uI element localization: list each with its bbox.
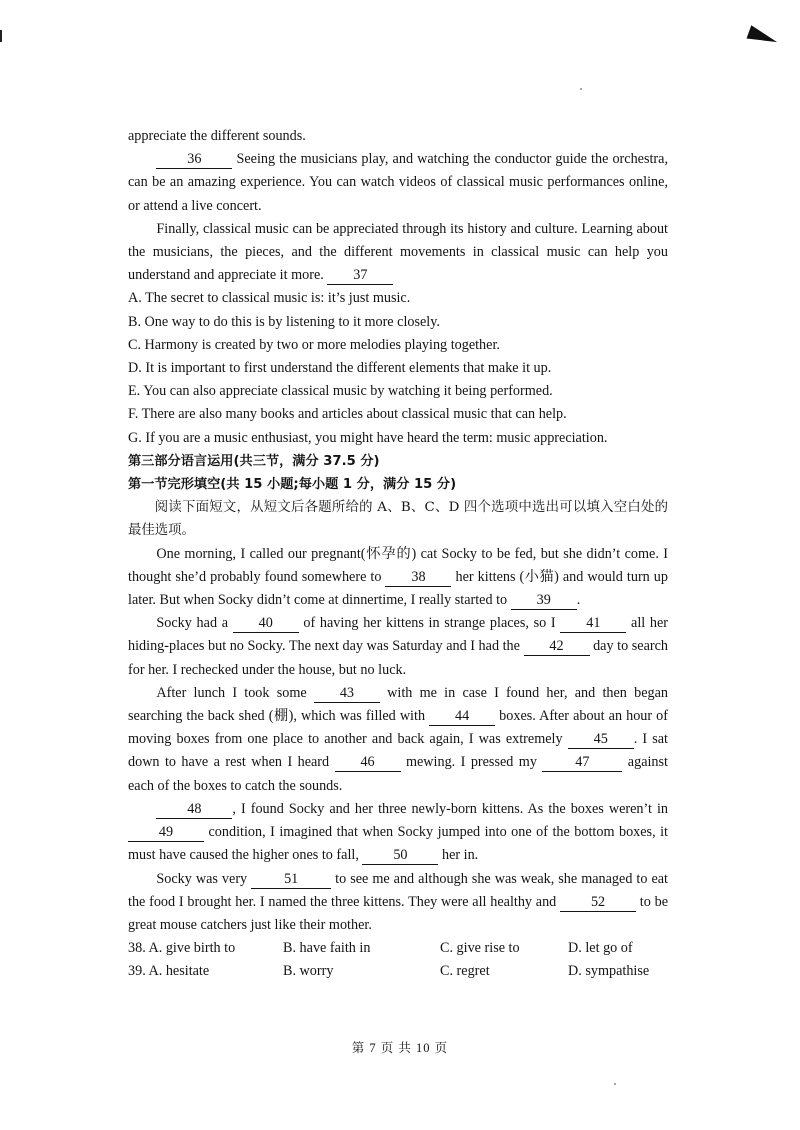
cloze-text: her in. bbox=[438, 847, 479, 864]
blank-48: 48 bbox=[156, 800, 232, 819]
paragraph-final bbox=[128, 218, 668, 288]
page-footer: 第 7 页 共 10 页 bbox=[351, 1041, 449, 1055]
blank-37: 37 bbox=[327, 266, 393, 285]
choice-row-39 bbox=[128, 960, 668, 983]
blank-52: 52 bbox=[560, 893, 636, 912]
subsection-title: 第一节完形填空(共 15 小题;每小题 1 分，满分 15 分) bbox=[128, 477, 457, 493]
blank-39: 39 bbox=[511, 591, 577, 610]
scan-edge-mark bbox=[0, 30, 2, 42]
scan-speck bbox=[614, 1083, 616, 1085]
cloze-paragraph-4 bbox=[128, 798, 668, 868]
cloze-paragraph-2 bbox=[128, 612, 668, 682]
paragraph-36 bbox=[128, 148, 668, 218]
cloze-text: Socky had a bbox=[156, 615, 233, 632]
paragraph-text: Finally, classical music can be appreciated through its history and culture. Learning about the musicians, the pieces, and the different movements in classical music can help you understand and appreciate it more. bbox=[128, 220, 668, 284]
cloze-text: mewing. I pressed my bbox=[400, 754, 543, 771]
blank-41: 41 bbox=[560, 614, 626, 633]
cloze-text: Socky was very bbox=[156, 870, 252, 887]
cloze-text: of having her kittens in strange places, so I bbox=[298, 615, 561, 632]
choice-a: 39. A. hesitate bbox=[128, 963, 210, 980]
cloze-paragraph-3 bbox=[128, 682, 668, 798]
cloze-text: day to search for her. I rechecked under the house, but no luck. bbox=[128, 638, 668, 678]
option-e: E. You can also appreciate classical music by watching it being performed. bbox=[128, 383, 553, 400]
blank-50: 50 bbox=[362, 846, 438, 865]
cloze-text: her kittens (小猫) and would turn up later. But when Socky didn’t come at dinnertime, I really started to bbox=[128, 568, 668, 609]
choice-d: D. let go of bbox=[568, 940, 633, 957]
blank-44: 44 bbox=[429, 707, 495, 726]
corner-arrow-mark bbox=[747, 25, 780, 48]
options-list bbox=[128, 287, 668, 449]
cloze-text: , I found Socky and her three newly-born kittens. As the boxes weren’t in bbox=[232, 800, 668, 817]
blank-36: 36 bbox=[156, 150, 232, 169]
option-g: G. If you are a music enthusiast, you might have heard the term: music appreciation. bbox=[128, 429, 608, 446]
blank-38: 38 bbox=[385, 568, 451, 587]
scan-speck bbox=[580, 88, 582, 90]
blank-47: 47 bbox=[542, 753, 622, 772]
blank-42: 42 bbox=[524, 637, 590, 656]
blank-51: 51 bbox=[251, 870, 331, 889]
cloze-text: to be great mouse catchers just like their mother. bbox=[128, 893, 668, 933]
page-content bbox=[128, 125, 668, 984]
choice-c: C. regret bbox=[440, 963, 490, 980]
blank-40: 40 bbox=[233, 614, 299, 633]
choice-d: D. sympathise bbox=[568, 963, 650, 980]
cloze-text: One morning, I called our pregnant(怀孕的) cat Socky to be fed, but she didn’t come. I thought she’d probably found somewhere to bbox=[128, 545, 668, 585]
cloze-paragraph-5 bbox=[128, 868, 668, 938]
option-a: A. The secret to classical music is: it’s just music. bbox=[128, 290, 411, 307]
choice-c: C. give rise to bbox=[440, 940, 520, 957]
choice-b: B. worry bbox=[283, 963, 334, 980]
option-c: C. Harmony is created by two or more melodies playing together. bbox=[128, 336, 500, 353]
passage-line: appreciate the different sounds. bbox=[128, 128, 306, 144]
blank-43: 43 bbox=[314, 684, 380, 703]
option-f: F. There are also many books and articles about classical music that can help. bbox=[128, 406, 567, 423]
choice-row-38 bbox=[128, 937, 668, 960]
cloze-text: against each of the boxes to catch the sounds. bbox=[128, 754, 668, 794]
option-b: B. One way to do this is by listening to it more closely. bbox=[128, 313, 440, 330]
cloze-text: with me in case I found her, and then began searching the back shed (棚), which was filled with bbox=[128, 684, 668, 725]
blank-45: 45 bbox=[568, 730, 634, 749]
choice-b: B. have faith in bbox=[283, 940, 371, 957]
part-title: 第三部分语言运用(共三节，满分 37.5 分) bbox=[128, 453, 380, 469]
cloze-text: After lunch I took some bbox=[156, 684, 314, 701]
cloze-text: . I sat down to have a rest when I heard bbox=[128, 731, 668, 771]
cloze-text: boxes. After about an hour of moving boxes from one place to another and back again, I was extremely bbox=[128, 708, 668, 748]
cloze-text: condition, I imagined that when Socky jumped into one of the bottom boxes, it must have caused the higher ones to fall, bbox=[128, 824, 668, 864]
cloze-paragraph-1 bbox=[128, 543, 668, 613]
choice-a: 38. A. give birth to bbox=[128, 940, 236, 957]
instructions: 阅读下面短文，从短文后各题所给的 A、B、C、D 四个选项中选出可以填入空白处的最佳选项。 bbox=[128, 500, 668, 539]
option-d: D. It is important to first understand the different elements that make it up. bbox=[128, 360, 552, 377]
cloze-text: . bbox=[576, 592, 581, 609]
cloze-text: to see me and although she was weak, she managed to eat the food I brought her. I named the three kittens. They were all healthy and bbox=[128, 870, 668, 910]
blank-46: 46 bbox=[335, 753, 401, 772]
paragraph-text: Seeing the musicians play, and watching the conductor guide the orchestra, can be an amazing experience. You can watch videos of classical music performances online, or attend a live concert. bbox=[128, 151, 668, 214]
cloze-text: all her hiding-places but no Socky. The next day was Saturday and I had the bbox=[128, 615, 669, 655]
blank-49: 49 bbox=[128, 823, 204, 842]
